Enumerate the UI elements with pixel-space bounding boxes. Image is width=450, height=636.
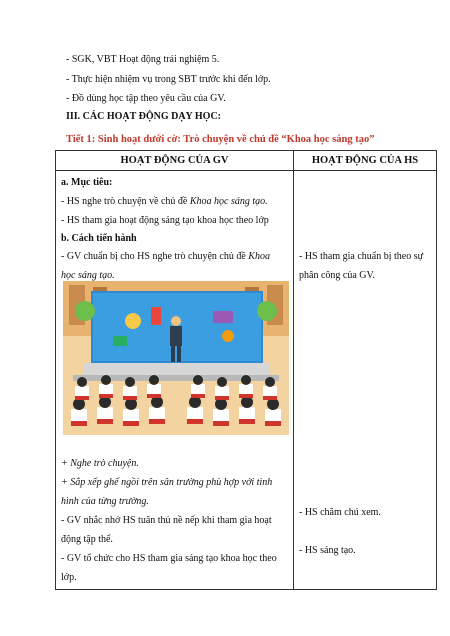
note-2-cont: hình của từng trường. xyxy=(61,496,149,507)
header-teacher: HOẠT ĐỘNG CỦA GV xyxy=(56,151,294,171)
objective-1: - HS nghe trò chuyện về chủ đề Khoa học sáng tạo. xyxy=(61,196,268,207)
note-2: + Sắp xếp ghế ngồi trên sân trường phù hợp với tình xyxy=(61,477,273,488)
hs-row-1-cont: phân công của GV. xyxy=(299,270,375,281)
process-heading: b. Cách tiến hành xyxy=(61,233,137,244)
step-3-cont: lớp. xyxy=(61,572,77,583)
student-column xyxy=(294,171,437,590)
objective-2: - HS tham gia hoạt động sáng tạo khoa học theo lớp xyxy=(61,215,269,226)
lesson-title: Tiết 1: Sinh hoạt dưới cờ: Trò chuyện về chủ đề “Khoa học sáng tạo” xyxy=(66,134,375,145)
hs-row-3: - HS sáng tạo. xyxy=(299,545,356,556)
step-3: - GV tổ chức cho HS tham gia sáng tạo khoa học theo xyxy=(61,553,277,564)
activity-table xyxy=(55,150,437,590)
intro-line-1: - SGK, VBT Hoạt động trải nghiệm 5. xyxy=(66,54,220,65)
intro-line-2: - Thực hiện nhiệm vụ trong SBT trước khi đến lớp. xyxy=(66,74,271,85)
header-student: HOẠT ĐỘNG CỦA HS xyxy=(294,151,437,171)
step-2-cont: động tập thể. xyxy=(61,534,113,545)
objective-heading: a. Mục tiêu: xyxy=(61,177,113,188)
teacher-column xyxy=(56,171,294,590)
section-heading: III. CÁC HOẠT ĐỘNG DẠY HỌC: xyxy=(66,111,222,122)
schoolyard-illustration xyxy=(63,281,289,435)
process-step-1-cont: học sáng tạo. xyxy=(61,270,115,281)
hs-row-1: - HS tham gia chuẩn bị theo sự xyxy=(299,251,424,262)
process-step-1: - GV chuẩn bị cho HS nghe trò chuyện chủ đề Khoa xyxy=(61,251,270,262)
intro-line-3: - Đồ dùng học tập theo yêu cầu của GV. xyxy=(66,93,226,104)
note-1: + Nghe trò chuyện. xyxy=(61,458,139,469)
step-2: - GV nhắc nhở HS tuân thủ nề nếp khi tham gia hoạt xyxy=(61,515,272,526)
hs-row-2: - HS chăm chú xem. xyxy=(299,507,381,518)
